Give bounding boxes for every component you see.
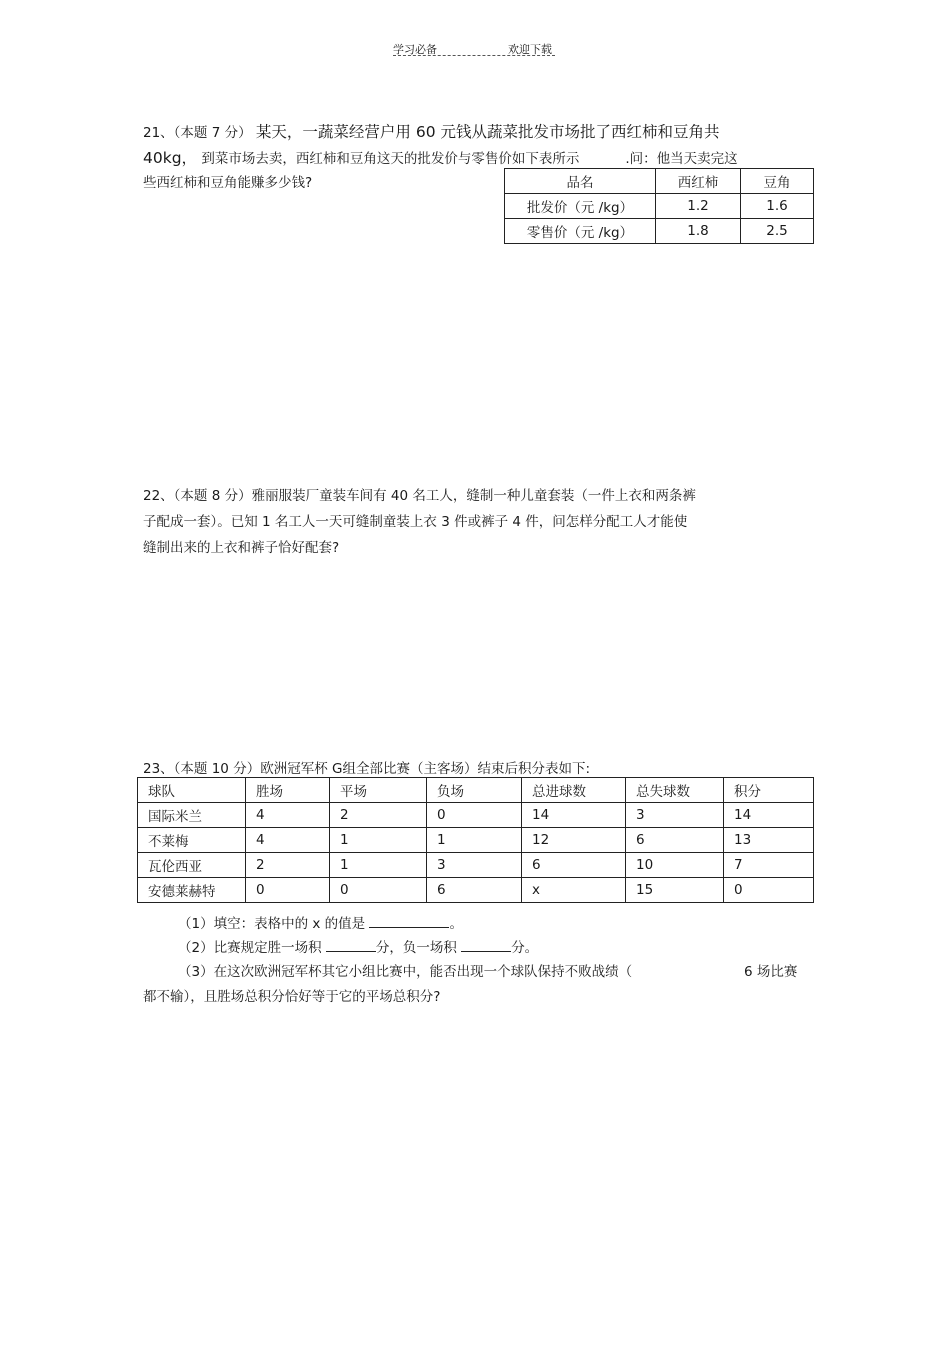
standings-cell: 0 — [246, 878, 330, 903]
price-cell: 批发价（元 /kg） — [505, 194, 656, 219]
price-header-cell: 西红柿 — [656, 169, 741, 194]
q23-sub1 — [178, 912, 463, 932]
standings-header-cell: 积分 — [724, 778, 814, 803]
standings-table — [137, 777, 814, 903]
standings-cell: 1 — [330, 853, 427, 878]
standings-header-cell: 总失球数 — [626, 778, 724, 803]
standings-header — [138, 778, 814, 803]
q23-sub1-end: 。 — [449, 916, 463, 932]
standings-header-cell: 胜场 — [246, 778, 330, 803]
standings-cell: 15 — [626, 878, 724, 903]
answer-blank-win[interactable] — [326, 938, 376, 952]
standings-header-cell: 平场 — [330, 778, 427, 803]
standings-cell: x — [522, 878, 626, 903]
standings-cell: 2 — [330, 803, 427, 828]
standings-cell: 瓦伦西亚 — [138, 853, 246, 878]
standings-cell: 1 — [330, 828, 427, 853]
standings-cell: 13 — [724, 828, 814, 853]
standings-cell: 1 — [427, 828, 522, 853]
standings-cell: 12 — [522, 828, 626, 853]
standings-cell: 7 — [724, 853, 814, 878]
price-cell: 零售价（元 /kg） — [505, 219, 656, 244]
q21-text-2b: 到菜市场去卖，西红柿和豆角这天的批发价与零售价如下表所示 — [201, 151, 580, 167]
q23-sub3-text: （3）在这次欧洲冠军杯其它小组比赛中，能否出现一个球队保持不败战绩（ — [178, 964, 633, 980]
standings-cell: 0 — [724, 878, 814, 903]
standings-header-cell: 负场 — [427, 778, 522, 803]
standings-cell: 3 — [626, 803, 724, 828]
q23-sub2-text: （2）比赛规定胜一场积 — [178, 940, 322, 956]
standings-cell: 14 — [724, 803, 814, 828]
standings-cell: 2 — [246, 853, 330, 878]
answer-blank-loss[interactable] — [461, 938, 511, 952]
header-left: 学习必备 — [393, 43, 437, 56]
q23-line1: 23、（本题 10 分）欧洲冠军杯 G组全部比赛（主客场）结束后积分表如下: — [143, 761, 590, 777]
standings-cell: 安德莱赫特 — [138, 878, 246, 903]
standings-cell: 4 — [246, 803, 330, 828]
standings-row — [138, 878, 814, 903]
q22-line2: 子配成一套）。已知 1 名工人一天可缝制童装上衣 3 件或裤子 4 件，问怎样分配工人才能使 — [143, 514, 688, 530]
standings-cell: 4 — [246, 828, 330, 853]
standings-cell: 10 — [626, 853, 724, 878]
standings-cell: 6 — [626, 828, 724, 853]
standings-cell: 3 — [427, 853, 522, 878]
price-table-header — [505, 169, 814, 194]
price-header-cell: 品名 — [505, 169, 656, 194]
price-cell: 1.8 — [656, 219, 741, 244]
price-table — [504, 168, 814, 244]
q22-line1: 22、（本题 8 分）雅丽服装厂童装车间有 40 名工人，缝制一种儿童套装（一件上衣和两条裤 — [143, 488, 696, 504]
q21-line1 — [143, 120, 720, 142]
q23-sub1-text: （1）填空：表格中的 x 的值是 — [178, 916, 366, 932]
price-cell: 1.6 — [741, 194, 814, 219]
price-table-row — [505, 219, 814, 244]
q23-sub2 — [178, 936, 538, 956]
standings-row — [138, 803, 814, 828]
q23-sub3-line1 — [178, 960, 632, 980]
price-table-row — [505, 194, 814, 219]
q21-line3: 些西红柿和豆角能赚多少钱? — [143, 175, 313, 191]
standings-cell: 14 — [522, 803, 626, 828]
standings-cell: 0 — [427, 803, 522, 828]
standings-cell: 0 — [330, 878, 427, 903]
standings-cell: 6 — [522, 853, 626, 878]
q21-text-1: 某天，一蔬菜经营户用 60 元钱从蔬菜批发市场批了西红柿和豆角共 — [255, 123, 720, 141]
standings-cell: 国际米兰 — [138, 803, 246, 828]
q23-sub2-end: 分。 — [511, 940, 539, 956]
q21-text-2c: .问：他当天卖完这 — [625, 151, 738, 167]
standings-cell: 不莱梅 — [138, 828, 246, 853]
answer-blank-x[interactable] — [369, 914, 449, 928]
price-cell: 2.5 — [741, 219, 814, 244]
q22-line3: 缝制出来的上衣和裤子恰好配套? — [143, 540, 340, 556]
price-header-cell: 豆角 — [741, 169, 814, 194]
q23-sub3-line2: 都不输），且胜场总积分恰好等于它的平场总积分? — [143, 989, 441, 1005]
q23-sub2-mid: 分，负一场积 — [375, 940, 457, 956]
header-right: 欢迎下载 — [508, 43, 552, 56]
standings-header-cell: 球队 — [138, 778, 246, 803]
standings-header-cell: 总进球数 — [522, 778, 626, 803]
standings-row — [138, 828, 814, 853]
standings-cell: 6 — [427, 878, 522, 903]
price-cell: 1.2 — [656, 194, 741, 219]
header-divider — [393, 55, 555, 56]
q23-sub3-games: 6 场比赛 — [744, 964, 798, 980]
standings-row — [138, 853, 814, 878]
q21-line2 — [143, 146, 738, 168]
q21-number: 21、（本题 7 分） — [143, 125, 256, 141]
q21-text-2a: 40kg， — [143, 149, 198, 167]
